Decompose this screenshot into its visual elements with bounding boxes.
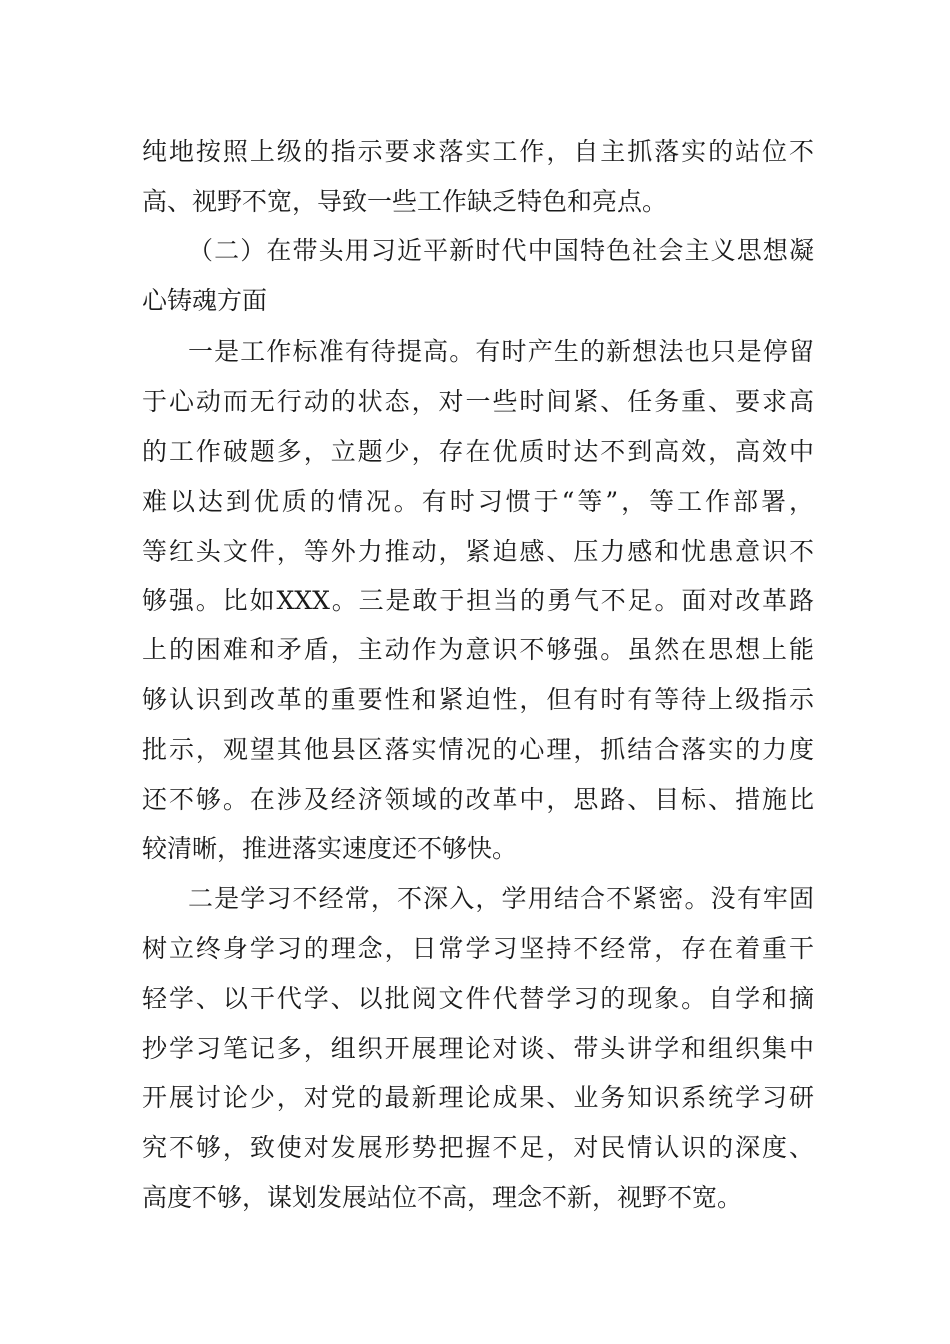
text-line: 上的困难和矛盾，主动作为意识不够强。虽然在思想上能 bbox=[142, 635, 814, 664]
text-line: 的工作破题多，立题少，存在优质时达不到高效，高效中 bbox=[142, 437, 814, 466]
text-line: 二是学习不经常，不深入，学用结合不紧密。没有牢固 bbox=[188, 884, 814, 913]
text-line: 高、视野不宽，导致一些工作缺乏特色和亮点。 bbox=[142, 187, 668, 216]
text-line: 难以达到优质的情况。有时习惯于“等”，等工作部署， bbox=[142, 487, 814, 516]
text-line: 纯地按照上级的指示要求落实工作，自主抓落实的站位不 bbox=[142, 137, 814, 166]
text-line: 批示，观望其他县区落实情况的心理，抓结合落实的力度 bbox=[142, 735, 814, 764]
text-line: 开展讨论少，对党的最新理论成果、业务知识系统学习研 bbox=[142, 1083, 814, 1112]
text-line: 于心动而无行动的状态，对一些时间紧、任务重、要求高 bbox=[142, 387, 814, 416]
text-line: 较清晰，推进落实速度还不够快。 bbox=[142, 834, 518, 863]
text-line: 还不够。在涉及经济领域的改革中，思路、目标、措施比 bbox=[142, 785, 814, 814]
text-line: 等红头文件，等外力推动，紧迫感、压力感和忧患意识不 bbox=[142, 537, 814, 566]
section-heading: （二）在带头用习近平新时代中国特色社会主义思想凝 bbox=[188, 236, 814, 265]
text-line: 一是工作标准有待提高。有时产生的新想法也只是停留 bbox=[188, 337, 814, 366]
section-heading: 心铸魂方面 bbox=[142, 286, 268, 315]
text-line: 轻学、以干代学、以批阅文件代替学习的现象。自学和摘 bbox=[142, 984, 814, 1013]
text-line: 抄学习笔记多，组织开展理论对谈、带头讲学和组织集中 bbox=[142, 1034, 814, 1063]
text-line: 够认识到改革的重要性和紧迫性，但有时有等待上级指示 bbox=[142, 685, 814, 714]
text-line: 究不够，致使对发展形势把握不足，对民情认识的深度、 bbox=[142, 1133, 814, 1162]
text-line: 高度不够，谋划发展站位不高，理念不新，视野不宽。 bbox=[142, 1183, 743, 1212]
text-line: 够强。比如XXX。三是敢于担当的勇气不足。面对改革路 bbox=[142, 586, 814, 615]
text-line: 树立终身学习的理念，日常学习坚持不经常，存在着重干 bbox=[142, 934, 814, 963]
